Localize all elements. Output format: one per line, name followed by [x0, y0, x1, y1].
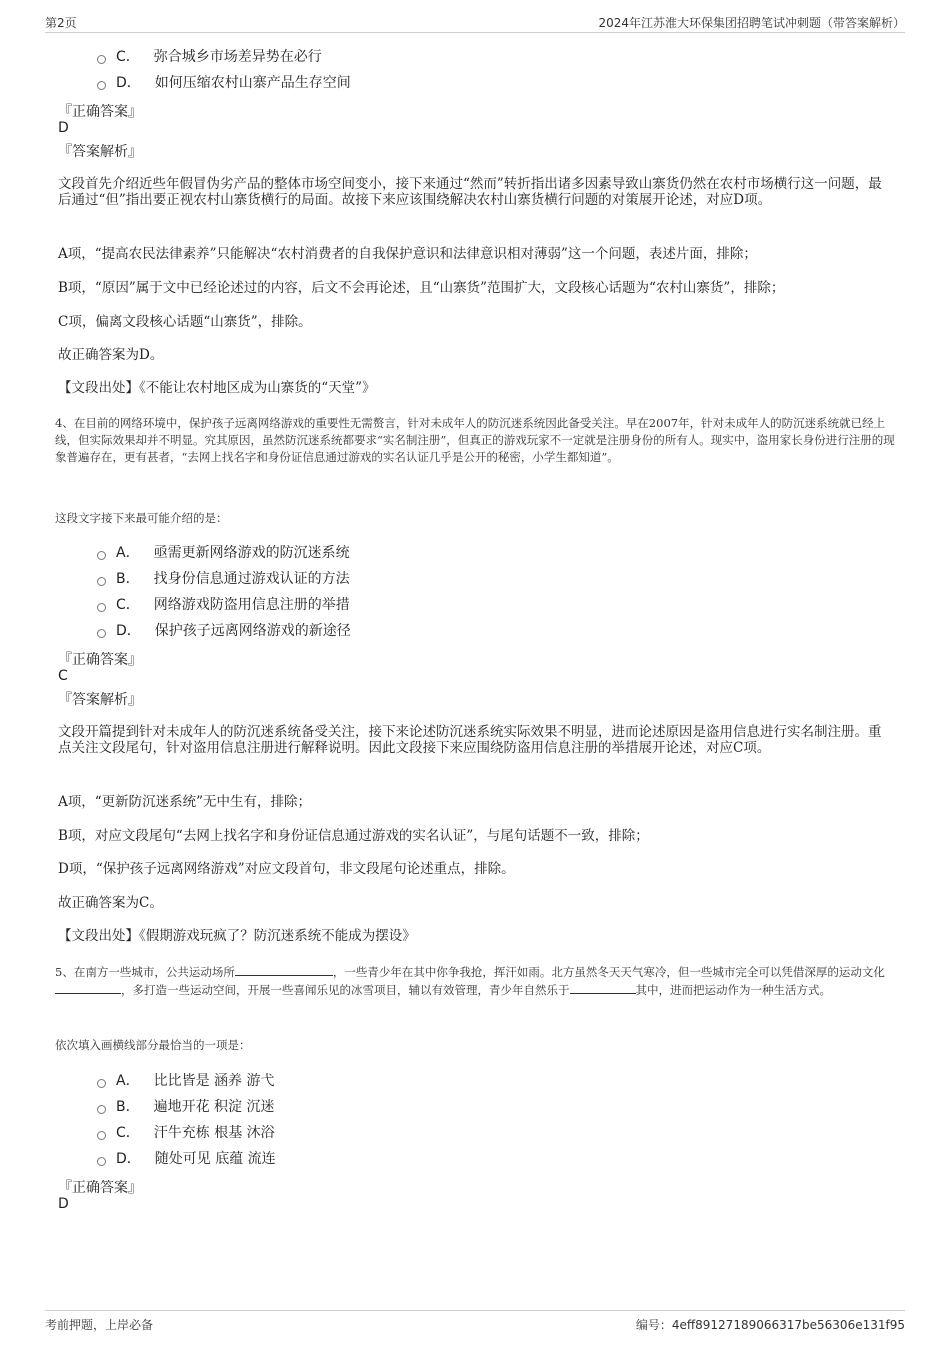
q4-source: 【文段出处】《假期游戏玩疯了？防沉迷系统不能成为摆设》 [58, 928, 416, 944]
q3-analysis-paragraph: 文段首先介绍近些年假冒伪劣产品的整体市场空间变小，接下来通过“然而”转折指出诸多因素导致山寨货仍然在农村市场横行这一问题，最后通过“但”指出要正视农村山寨货横行的局面。故接下来应该围绕解决农村山寨货横行问题的对策展开论述，对应D项。 [58, 176, 882, 208]
radio-icon[interactable] [97, 603, 106, 612]
document-title: 2024年江苏淮大环保集团招聘笔试冲刺题（带答案解析） [598, 16, 905, 30]
q3-analysis-a: A项，“提高农民法律素养”只能解决“农村消费者的自我保护意识和法律意识相对薄弱”这一个问题，表述片面，排除； [58, 246, 757, 262]
page-footer [45, 1310, 905, 1335]
radio-icon[interactable] [97, 577, 106, 586]
radio-icon[interactable] [97, 1079, 106, 1088]
q4-conclusion: 故正确答案为C。 [58, 895, 163, 911]
q5-option-a[interactable]: A． 比比皆是 涵养 游弋 [97, 1071, 274, 1091]
q3-conclusion: 故正确答案为D。 [58, 347, 164, 363]
q4-prompt: 这段文字接下来最可能介绍的是： [55, 511, 228, 525]
q3-source: 【文段出处】《不能让农村地区成为山寨货的“天堂”》 [58, 380, 376, 396]
fill-blank-2 [55, 981, 121, 994]
radio-icon[interactable] [97, 629, 106, 638]
fill-blank-1 [235, 963, 333, 976]
fill-blank-3 [570, 981, 636, 994]
radio-icon[interactable] [97, 551, 106, 560]
q4-stem: 4、在目前的网络环境中，保护孩子远离网络游戏的重要性无需赘言，针对未成年人的防沉迷系统因此备受关注。早在2007年，针对未成年人的防沉迷系统就已经上线，但实际效果却并不明显。究其原因，虽然防沉迷系统都要求“实名制注册”，但真正的游戏玩家不一定就是注册身份的所有人。现实中，盗用家长身份进行注册的现象普遍存在，更有甚者，“去网上找名字和身份证信息通过游戏的实名认证几乎是公开的秘密，小学生都知道”。 [55, 416, 895, 464]
q5-option-d[interactable]: D． 随处可见 底蕴 流连 [97, 1149, 276, 1169]
q4-analysis-label: 『答案解析』 [58, 692, 142, 708]
q5-stem: 5、在南方一些城市，公共运动场所 ，一些青少年在其中你争我抢，挥汗如雨。北方虽然冬天天气寒冷，但一些城市完全可以凭借深厚的运动文化，多打造一些运动空间，开展一些喜闻乐见的冰雪项目，辅以有效管理，青少年自然乐于 其中，进而把运动作为一种生活方式。 [55, 965, 885, 997]
radio-icon[interactable] [97, 1157, 106, 1166]
document-code: 编号：4eff89127189066317be56306e131f95 [635, 1318, 905, 1332]
radio-icon[interactable] [97, 81, 106, 90]
q3-analysis-b: B项，“原因”属于文中已经论述过的内容，后文不会再论述，且“山寨货”范围扩大，文段核心话题为“农村山寨货”，排除； [58, 280, 785, 296]
q4-answer-label: 『正确答案』 [58, 652, 142, 668]
q4-option-b[interactable]: B． 找身份信息通过游戏认证的方法 [97, 569, 350, 589]
q3-analysis-c: C项，偏离文段核心话题“山寨货”，排除。 [58, 314, 312, 330]
footer-slogan: 考前押题，上岸必备 [45, 1318, 154, 1332]
q4-option-c[interactable]: C． 网络游戏防盗用信息注册的举措 [97, 595, 350, 615]
q4-analysis-a: A项，“更新防沉迷系统”无中生有，排除； [58, 794, 312, 810]
q5-answer: D [58, 1196, 69, 1212]
q5-option-c[interactable]: C． 汗牛充栋 根基 沐浴 [97, 1123, 275, 1143]
q5-answer-label: 『正确答案』 [58, 1180, 142, 1196]
q5-prompt: 依次填入画横线部分最恰当的一项是： [55, 1038, 251, 1052]
q4-analysis-paragraph: 文段开篇提到针对未成年人的防沉迷系统备受关注，接下来论述防沉迷系统实际效果不明显，进而论述原因是盗用信息进行实名制注册。重点关注文段尾句，针对盗用信息注册进行解释说明。因此文段接下来应围绕防盗用信息注册的举措展开论述，对应C项。 [58, 724, 882, 756]
q3-option-d[interactable]: D． 如何压缩农村山寨产品生存空间 [97, 73, 351, 93]
q3-analysis-label: 『答案解析』 [58, 144, 142, 160]
q5-option-b[interactable]: B． 遍地开花 积淀 沉迷 [97, 1097, 275, 1117]
q4-answer: C [58, 668, 68, 684]
radio-icon[interactable] [97, 1105, 106, 1114]
q4-analysis-d: D项，“保护孩子远离网络游戏”对应文段首句，非文段尾句论述重点，排除。 [58, 861, 515, 877]
page-number: 第2页 [45, 16, 77, 30]
radio-icon[interactable] [97, 1131, 106, 1140]
q3-answer-label: 『正确答案』 [58, 104, 142, 120]
radio-icon[interactable] [97, 55, 106, 64]
q3-option-c[interactable]: C． 弥合城乡市场差异势在必行 [97, 47, 322, 67]
q4-option-a[interactable]: A． 亟需更新网络游戏的防沉迷系统 [97, 543, 350, 563]
q4-option-d[interactable]: D． 保护孩子远离网络游戏的新途径 [97, 621, 351, 641]
page-header [45, 12, 905, 33]
q4-analysis-b: B项，对应文段尾句“去网上找名字和身份证信息通过游戏的实名认证”，与尾句话题不一致，排除； [58, 828, 649, 844]
q3-answer: D [58, 120, 69, 136]
